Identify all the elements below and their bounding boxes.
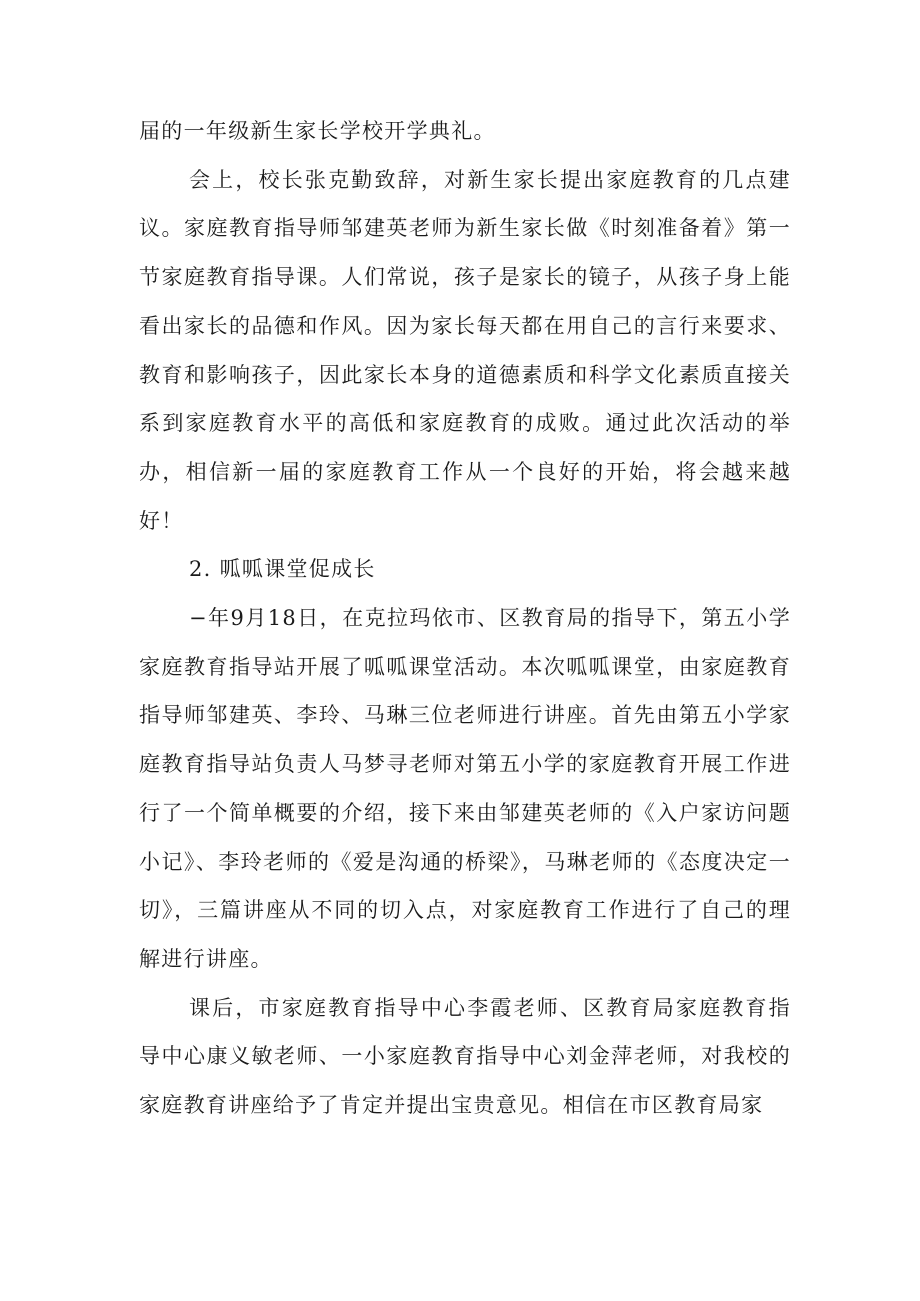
paragraph-guagua-activity: −年9月18日，在克拉玛依市、区教育局的指导下，第五小学家庭教育指导站开展了呱呱课堂活动。本次呱呱课堂，由家庭教育指导师邹建英、李玲、马琳三位老师进行讲座。首先由第五小学家庭教育指导站负责人马梦寻老师对第五小学的家庭教育开展工作进行了一个简单概要的介绍，接下来由邹建英老师的《入户家访问题小记》、李玲老师的《爱是沟通的桥梁》，马琳老师的《态度决定一切》，三篇讲座从不同的切入点，对家庭教育工作进行了自己的理解进行讲座。 — [139, 606, 791, 971]
paragraph-after-class: 课后，市家庭教育指导中心李霞老师、区教育局家庭教育指导中心康义敏老师、一小家庭教育指导中心刘金萍老师，对我校的家庭教育讲座给予了肯定并提出宝贵意见。相信在市区教育局家 — [139, 995, 791, 1118]
paragraph-continuation: 届的一年级新生家长学校开学典礼。 — [139, 119, 496, 143]
section-heading-guagua-classroom: 2. 呱呱课堂促成长 — [189, 557, 376, 582]
paragraph-principal-speech: 会上，校长张克勤致辞，对新生家长提出家庭教育的几点建议。家庭教育指导师邹建英老师为新生家长做《时刻准备着》第一节家庭教育指导课。人们常说，孩子是家长的镜子，从孩子身上能看出家长的品德和作风。因为家长每天都在用自己的言行来要求、教育和影响孩子，因此家长本身的道德素质和科学文化素质直接关系到家庭教育水平的高低和家庭教育的成败。通过此次活动的举办，相信新一届的家庭教育工作从一个良好的开始，将会越来越好！ — [139, 167, 791, 533]
document-body — [139, 107, 791, 1130]
